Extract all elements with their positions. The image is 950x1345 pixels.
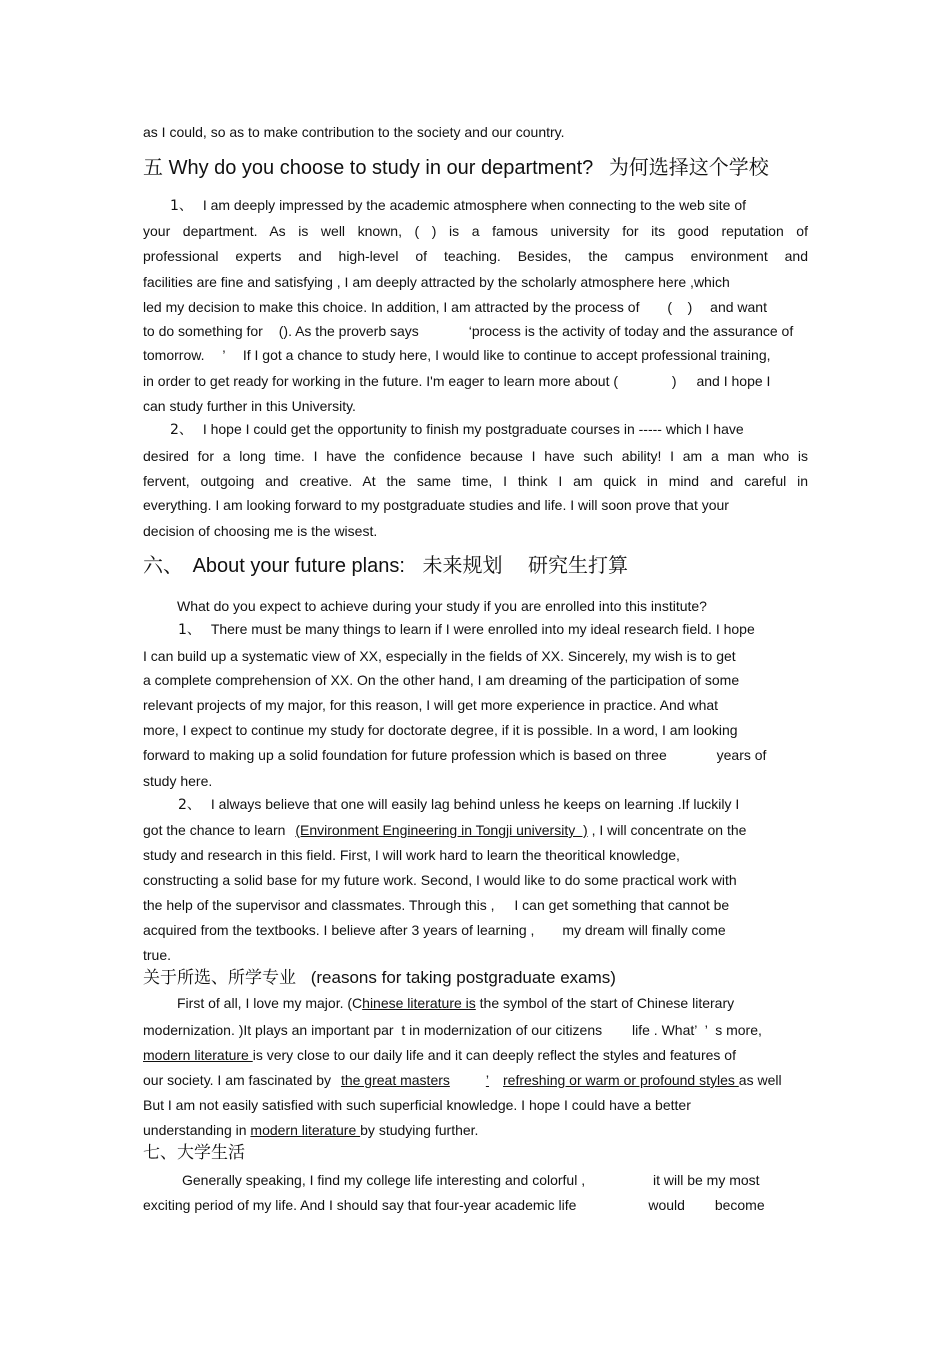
text-fragment: tomorrow. [143, 347, 205, 363]
underlined-text: modern literature [143, 1047, 253, 1063]
text-fragment: ( ) [667, 299, 693, 315]
text-fragment: modernization. )It plays an important par t in modernization of our citizens [143, 1022, 603, 1038]
text-line [143, 1121, 478, 1139]
text-line: fervent, outgoing and creative. At the same time, I think I am quick in mind and careful in [143, 473, 808, 489]
text-fragment: ’ [222, 347, 225, 363]
text-fragment: s more, [715, 1022, 762, 1038]
text-fragment: and I hope I [696, 373, 771, 389]
text-fragment: to do something for [143, 323, 263, 339]
text-fragment: If I got a chance to study here, I would like to continue to accept professional training, [242, 347, 771, 363]
heading-number: 六、 [143, 555, 183, 577]
text-fragment: in order to get ready for working in the future. I'm eager to learn more about ( [143, 373, 619, 389]
text-fragment: it will be my most [653, 1172, 760, 1188]
text-fragment: life . What’ [632, 1022, 697, 1038]
underlined-text: the great masters [340, 1072, 450, 1088]
text-line [143, 1071, 782, 1089]
text-line: But I am not easily satisfied with such superficial knowledge. I hope I could have a better [143, 1097, 691, 1113]
text-fragment: acquired from the textbooks. I believe after 3 years of learning , [143, 922, 535, 938]
text-fragment: our society. I am fascinated by [143, 1072, 332, 1088]
text-fragment: is very close to our daily life and it can deeply reflect the styles and features of [252, 1047, 736, 1063]
text-line [143, 1021, 762, 1039]
text-line [143, 1046, 736, 1064]
section-heading-7: 七、大学生活 [143, 1143, 245, 1162]
heading-chinese: 未来规划 [422, 555, 503, 577]
text-fragment: led my decision to make this choice. In addition, I am attracted by the process of [143, 299, 640, 315]
text-line: more, I expect to continue my study for doctorate degree, if it is possible. In a word, I am looking [143, 722, 738, 738]
item-number: 1、 [170, 198, 193, 214]
text-line: true. [143, 947, 172, 963]
text-line [143, 921, 726, 939]
text-fragment: got the chance to learn [143, 822, 286, 838]
text-line [182, 1171, 760, 1189]
section-heading-6 [143, 554, 628, 578]
text-line [143, 1196, 765, 1214]
text-line: facilities are fine and satisfying , I am deeply attracted by the scholarly atmosphere here ,which [143, 274, 730, 290]
heading-english: (reasons for taking postgraduate exams) [310, 968, 616, 987]
text-line [143, 746, 766, 764]
text-fragment: Generally speaking, I find my college life interesting and colorful , [182, 1172, 586, 1188]
text-line: a complete comprehension of XX. On the other hand, I am dreaming of the participation of some [143, 672, 740, 688]
text-fragment: years of [716, 747, 767, 763]
text-line: can study further in this University. [143, 398, 356, 414]
underlined-text: hinese literature is [362, 995, 476, 1011]
text-fragment: There must be many things to learn if I were enrolled into my ideal research field. I hope [210, 621, 755, 637]
text-fragment: I can get something that cannot be [514, 897, 730, 913]
text-line: I can build up a systematic view of XX, especially in the fields of XX. Sincerely, my wish is to get [143, 648, 736, 664]
text-fragment: the symbol of the start of Chinese literary [479, 995, 735, 1011]
section-heading-reasons [143, 967, 616, 989]
text-line [143, 896, 729, 914]
text-fragment: exciting period of my life. And I should say that four-year academic life [143, 1197, 577, 1213]
text-fragment: I am deeply impressed by the academic atmosphere when connecting to the web site of [202, 197, 747, 213]
text-fragment: forward to making up a solid foundation for future profession which is based on three [143, 747, 667, 763]
text-fragment: by studying further. [360, 1122, 479, 1138]
text-fragment: the help of the supervisor and classmates. Through this , [143, 897, 495, 913]
text-line [143, 298, 767, 316]
heading-chinese: 研究生打算 [528, 555, 629, 577]
text-fragment: ) [671, 373, 677, 389]
text-fragment: ’ [704, 1022, 708, 1038]
item-number: 1、 [178, 622, 201, 638]
heading-chinese: 关于所选、所学专业 [143, 968, 296, 987]
text-fragment: my dream will finally come [562, 922, 726, 938]
heading-chinese: 为何选择这个学校 [608, 157, 769, 179]
text-line [143, 322, 793, 340]
text-fragment: as well [738, 1072, 782, 1088]
text-line: constructing a solid base for my future work. Second, I would like to do some practical work with [143, 872, 737, 888]
text-fragment: ‘process is the activity of today and the assurance of [468, 323, 794, 339]
heading-english: Why do you choose to study in our department? [168, 157, 594, 179]
text-line [170, 196, 746, 215]
text-line [178, 620, 755, 639]
item-number: 2、 [178, 797, 201, 813]
text-fragment: and want [710, 299, 767, 315]
text-line [170, 420, 744, 439]
section-heading-5 [143, 156, 769, 180]
underlined-text: modern literature [250, 1122, 361, 1138]
text-line: What do you expect to achieve during your study if you are enrolled into this institute? [177, 598, 707, 614]
text-line: your department. As is well known, ( ) is a famous university for its good reputation of [143, 223, 808, 239]
underlined-text: ’ [485, 1072, 490, 1088]
text-line: as I could, so as to make contribution to the society and our country. [143, 124, 565, 140]
text-line: relevant projects of my major, for this reason, I will get more experience in practice. And what [143, 697, 719, 713]
text-line: professional experts and high-level of teaching. Besides, the campus environment and [143, 248, 808, 264]
text-line [143, 346, 771, 364]
text-fragment: (). As the proverb says [278, 323, 419, 339]
text-line: decision of choosing me is the wisest. [143, 523, 378, 539]
underlined-text: (Environment Engineering in Tongji university ) [295, 822, 588, 838]
text-fragment: understanding in [143, 1122, 251, 1138]
text-line [143, 821, 746, 839]
heading-english: About your future plans: [192, 555, 405, 577]
text-line [143, 372, 770, 390]
text-fragment: , I will concentrate on the [591, 822, 747, 838]
text-fragment: First of all, I love my major. (C [177, 995, 363, 1011]
text-fragment: I always believe that one will easily lag behind unless he keeps on learning .If luckily I [210, 796, 740, 812]
text-line: study and research in this field. First, I will work hard to learn the theoritical knowledge, [143, 847, 680, 863]
text-fragment: become [714, 1197, 765, 1213]
text-line [178, 795, 739, 814]
text-line: desired for a long time. I have the confidence because I have such ability! I am a man who is [143, 448, 808, 464]
heading-number: 五 [143, 157, 163, 179]
item-number: 2、 [170, 422, 193, 438]
underlined-text: refreshing or warm or profound styles [503, 1072, 739, 1088]
text-line: study here. [143, 773, 213, 789]
text-fragment: I hope I could get the opportunity to finish my postgraduate courses in ----- which I have [202, 421, 744, 437]
text-fragment: would [648, 1197, 685, 1213]
text-line: everything. I am looking forward to my postgraduate studies and life. I will soon prove that your [143, 497, 729, 513]
text-line [177, 994, 734, 1012]
